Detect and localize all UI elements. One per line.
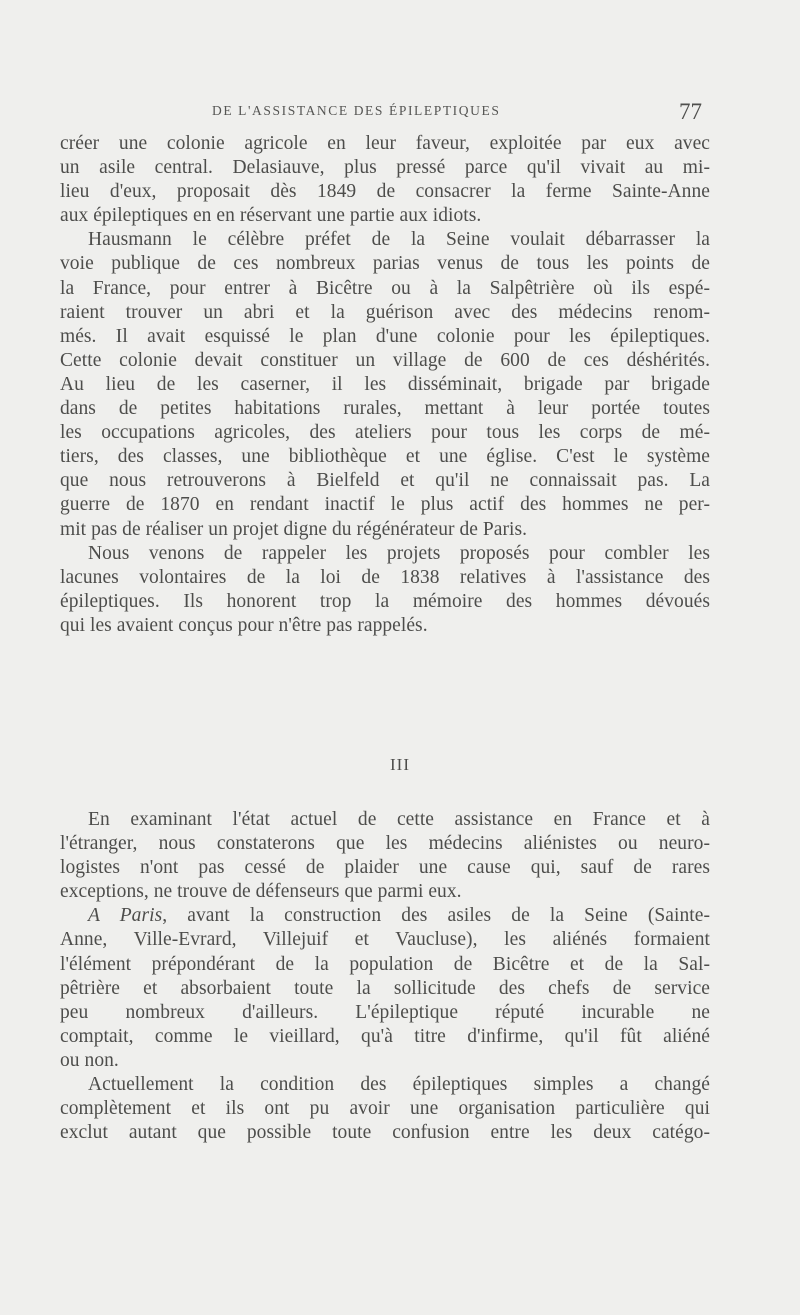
text-line: mit pas de réaliser un projet digne du régénérateur de Paris. — [60, 518, 528, 540]
text-line-rest: , avant la construction des asiles de la Seine (Sainte- — [162, 905, 710, 927]
text-line: complètement et ils ont pu avoir une organisation particulière qui — [60, 1098, 710, 1120]
italic-place-name: A Paris — [88, 905, 163, 927]
text-line: voie publique de ces nombreux parias venus de tous les points de — [60, 253, 710, 275]
text-line: Cette colonie devait constituer un village de 600 de ces déshérités. — [60, 349, 710, 371]
text-line: aux épileptiques en en réservant une partie aux idiots. — [60, 205, 482, 227]
text-line: Nous venons de rappeler les projets proposés pour combler les — [88, 542, 710, 564]
text-line: les occupations agricoles, des ateliers pour tous les corps de mé- — [60, 422, 710, 444]
running-title-text: DE L'ASSISTANCE DES ÉPILEPTIQUES — [212, 103, 501, 118]
text-line: Anne, Ville-Evrard, Villejuif et Vaucluse), les aliénés formaient — [60, 929, 710, 951]
text-line: exceptions, ne trouve de défenseurs que parmi eux. — [60, 881, 462, 903]
text-line: épileptiques. Ils honorent trop la mémoire des hommes dévoués — [60, 590, 710, 612]
text-line: tiers, des classes, une bibliothèque et une église. C'est le système — [60, 446, 710, 468]
text-line: més. Il avait esquissé le plan d'une colonie pour les épileptiques. — [60, 325, 710, 347]
text-line: l'élément prépondérant de la population de Bicêtre et de la Sal- — [60, 953, 710, 975]
text-line: lieu d'eux, proposait dès 1849 de consacrer la ferme Sainte-Anne — [60, 181, 710, 203]
text-line: raient trouver un abri et la guérison avec des médecins renom- — [60, 301, 710, 323]
text-line: qui les avaient conçus pour n'être pas rappelés. — [60, 614, 428, 636]
section-heading: III — [390, 755, 410, 774]
text-line: lacunes volontaires de la loi de 1838 relatives à l'assistance des — [60, 566, 710, 588]
running-head — [212, 99, 702, 123]
text-line: créer une colonie agricole en leur faveur, exploitée par eux avec — [60, 133, 710, 154]
text-line: guerre de 1870 en rendant inactif le plus actif des hommes ne per- — [60, 494, 710, 516]
text-line: comptait, comme le vieillard, qu'à titre d'infirme, qu'il fût aliéné — [60, 1025, 710, 1047]
text-line: l'étranger, nous constaterons que les médecins aliénistes ou neuro- — [60, 833, 710, 855]
text-line: Au lieu de les caserner, il les disséminait, brigade par brigade — [60, 373, 710, 395]
text-line: la France, pour entrer à Bicêtre ou à la Salpêtrière où ils espé- — [60, 277, 710, 299]
running-title — [212, 103, 500, 120]
text-line: En examinant l'état actuel de cette assistance en France et à — [88, 809, 710, 830]
text-line: peu nombreux d'ailleurs. L'épileptique réputé incurable ne — [60, 1001, 710, 1023]
text-line: logistes n'ont pas cessé de plaider une cause qui, sauf de rares — [60, 857, 710, 879]
text-line: Actuellement la condition des épileptiques simples a changé — [88, 1074, 710, 1096]
text-line: ou non. — [60, 1049, 119, 1071]
section-2-text — [60, 808, 710, 1145]
text-line: exclut autant que possible toute confusion entre les deux catégo- — [60, 1122, 710, 1144]
text-line: un asile central. Delasiauve, plus pressé parce qu'il vivait au mi- — [60, 157, 710, 179]
text-line: pêtrière et absorbaient toute la sollicitude des chefs de service — [60, 977, 710, 999]
text-line — [60, 904, 710, 928]
text-line: dans de petites habitations rurales, mettant à leur portée toutes — [60, 398, 710, 420]
section-1-text — [60, 132, 710, 638]
text-line: Hausmann le célèbre préfet de la Seine voulait débarrasser la — [88, 229, 710, 251]
page-number: 77 — [679, 99, 702, 124]
text-line: que nous retrouverons à Bielfeld et qu'il ne connaissait pas. La — [60, 470, 710, 492]
